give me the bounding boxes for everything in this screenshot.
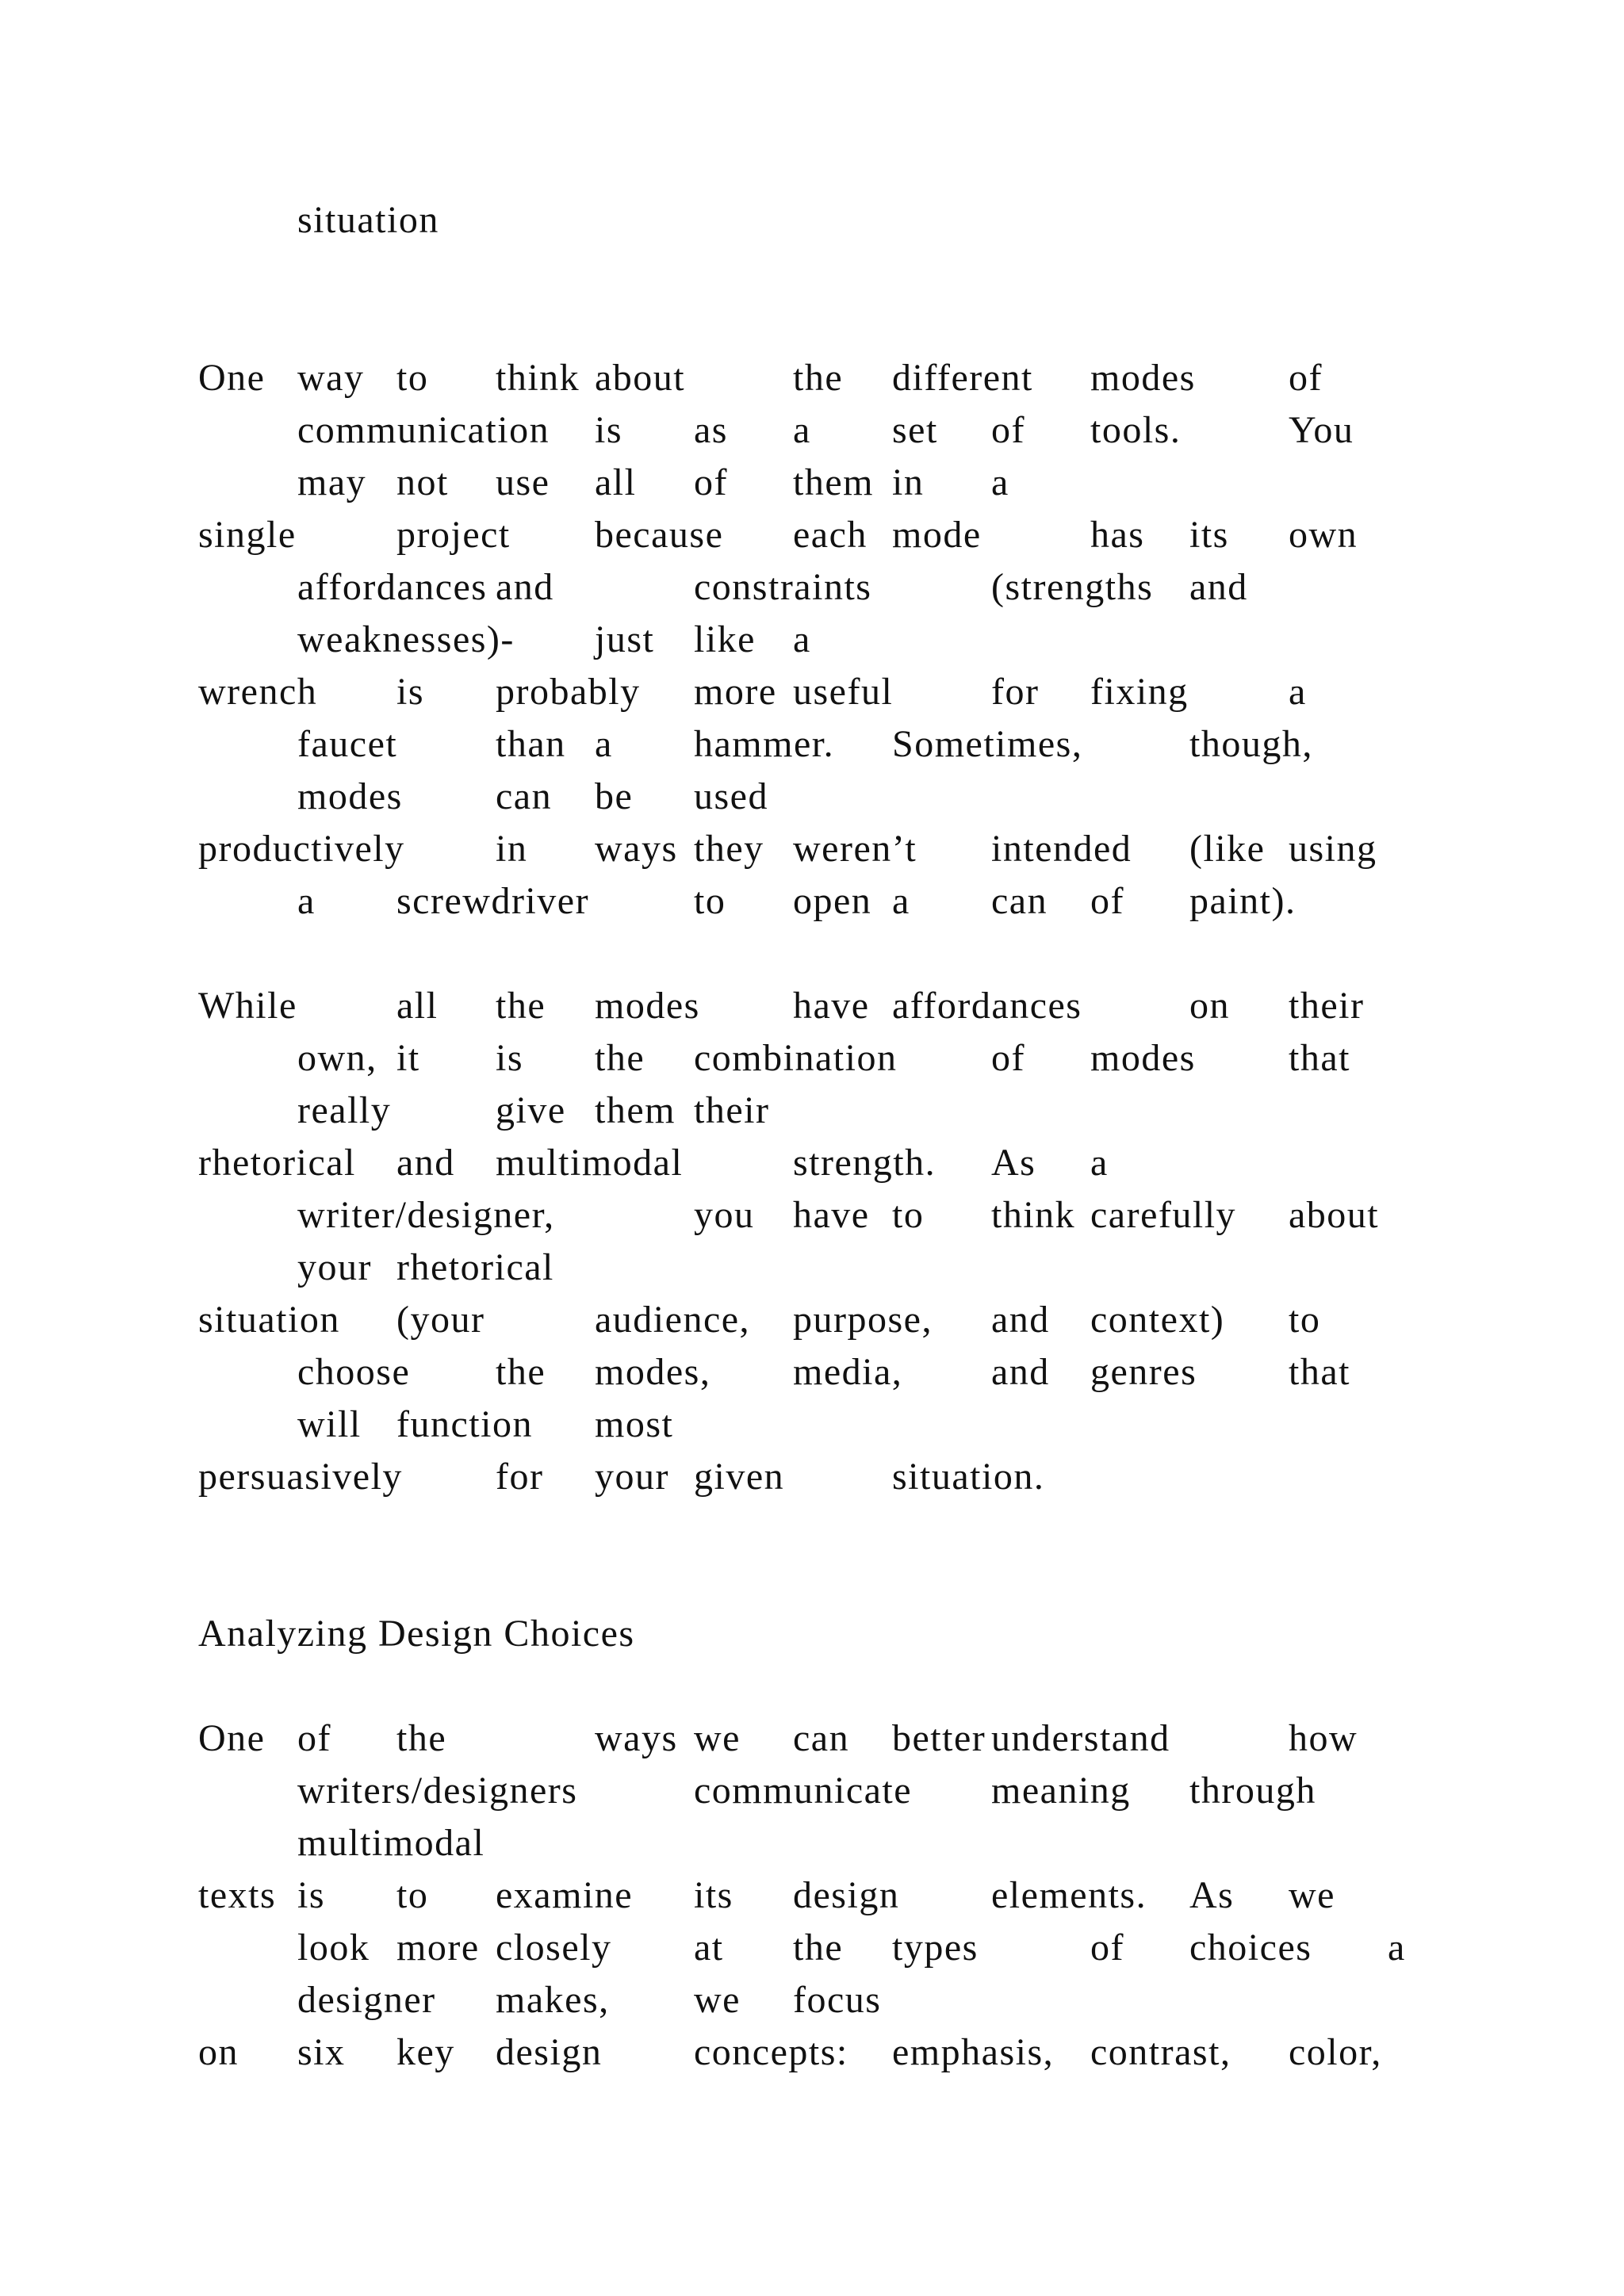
- text-line: [0, 404, 1624, 457]
- text-word: better: [892, 1717, 986, 1759]
- text-word: use: [496, 461, 550, 503]
- text-word: them: [793, 461, 874, 503]
- text-word: really: [297, 1089, 392, 1131]
- text-word: have: [793, 985, 870, 1027]
- text-word: through: [1189, 1770, 1316, 1812]
- text-word: ways: [595, 828, 678, 870]
- text-word: six: [297, 2031, 346, 2073]
- text-word: modes: [595, 985, 700, 1027]
- text-word: your: [297, 1246, 372, 1288]
- text-word: project: [396, 514, 511, 556]
- text-word: in: [892, 461, 925, 503]
- text-word: used: [694, 775, 768, 817]
- text-word: we: [694, 1979, 741, 2021]
- text-line: [0, 875, 1624, 928]
- text-line: [0, 1137, 1624, 1189]
- text-word: the: [496, 1351, 546, 1393]
- text-word: just: [595, 618, 655, 660]
- text-word: the: [793, 357, 844, 399]
- text-word: of: [1090, 880, 1124, 922]
- text-line: [0, 1032, 1624, 1085]
- text-word: design: [496, 2031, 603, 2073]
- text-word: tools.: [1090, 409, 1182, 451]
- text-word: you: [694, 1194, 755, 1236]
- text-word: and: [991, 1299, 1050, 1341]
- text-word: texts: [198, 1874, 277, 1916]
- text-word: on: [198, 2031, 239, 2073]
- text-word: is: [396, 671, 425, 713]
- text-word: of: [694, 461, 728, 503]
- text-word: to: [396, 1874, 429, 1916]
- text-word: communicate: [694, 1770, 913, 1812]
- text-word: probably: [496, 671, 641, 713]
- text-word: more: [694, 671, 777, 713]
- text-line: [0, 614, 1624, 666]
- text-word: a: [1388, 1927, 1406, 1969]
- text-word: a: [793, 409, 811, 451]
- text-word: on: [1189, 985, 1230, 1027]
- text-word: have: [793, 1194, 870, 1236]
- text-word: look: [297, 1927, 370, 1969]
- text-word: choices: [1189, 1927, 1312, 1969]
- text-word: single: [198, 514, 297, 556]
- text-word: of: [1289, 357, 1323, 399]
- text-word: we: [694, 1717, 741, 1759]
- text-word: its: [1189, 514, 1229, 556]
- text-word: all: [396, 985, 439, 1027]
- text-word: a: [892, 880, 910, 922]
- text-word: more: [396, 1927, 480, 1969]
- text-word: own: [1289, 514, 1358, 556]
- text-line: [0, 352, 1624, 404]
- text-word: purpose,: [793, 1299, 933, 1341]
- text-word: a: [991, 461, 1009, 503]
- text-word: useful: [793, 671, 894, 713]
- text-word: is: [297, 1874, 326, 1916]
- text-word: its: [694, 1874, 733, 1916]
- text-line: [0, 1712, 1624, 1765]
- text-word: each: [793, 514, 868, 556]
- text-word: though,: [1189, 723, 1313, 765]
- text-line: [0, 1451, 1624, 1503]
- text-word: modes,: [595, 1351, 711, 1393]
- text-word: rhetorical: [396, 1246, 554, 1288]
- text-word: types: [892, 1927, 979, 1969]
- text-word: of: [297, 1717, 331, 1759]
- text-word: key: [396, 2031, 455, 2073]
- text-word: be: [595, 775, 634, 817]
- text-word: hammer.: [694, 723, 835, 765]
- text-word: rhetorical: [198, 1142, 356, 1184]
- text-word: situation: [198, 1299, 340, 1341]
- text-word: a: [595, 723, 613, 765]
- text-word: can: [991, 880, 1048, 922]
- text-word: of: [991, 1037, 1025, 1079]
- text-word: a: [1289, 671, 1307, 713]
- text-word: set: [892, 409, 938, 451]
- text-word: and: [1189, 566, 1248, 608]
- text-word: the: [793, 1927, 844, 1969]
- text-word: One: [198, 357, 266, 399]
- text-word: we: [1289, 1874, 1335, 1916]
- text-word: about: [595, 357, 686, 399]
- text-word: strength.: [793, 1142, 936, 1184]
- text-word: and: [991, 1351, 1050, 1393]
- text-word: choose: [297, 1351, 411, 1393]
- text-word: modes: [1090, 357, 1196, 399]
- text-line: [0, 1817, 1624, 1869]
- text-word: at: [694, 1927, 724, 1969]
- text-word: a: [1090, 1142, 1109, 1184]
- text-word: of: [991, 409, 1025, 451]
- text-word: most: [595, 1403, 674, 1445]
- text-word: to: [694, 880, 726, 922]
- text-word: for: [991, 671, 1040, 713]
- text-word: contrast,: [1090, 2031, 1231, 2073]
- text-line: [0, 1922, 1624, 1974]
- text-word: understand: [991, 1717, 1170, 1759]
- text-word: is: [496, 1037, 524, 1079]
- text-word: has: [1090, 514, 1145, 556]
- text-word: that: [1289, 1351, 1350, 1393]
- text-word: makes,: [496, 1979, 610, 2021]
- text-word: You: [1289, 409, 1354, 451]
- text-word: how: [1289, 1717, 1358, 1759]
- text-line: [0, 457, 1624, 509]
- text-line: [0, 194, 1624, 247]
- text-word: communication: [297, 409, 550, 451]
- text-word: the: [496, 985, 546, 1027]
- text-word: weaknesses)-: [297, 618, 515, 660]
- text-line: [0, 1189, 1624, 1242]
- text-line: [0, 1399, 1624, 1451]
- text-word: context): [1090, 1299, 1225, 1341]
- text-word: the: [396, 1717, 447, 1759]
- text-word: way: [297, 357, 365, 399]
- text-word: (strengths: [991, 566, 1154, 608]
- text-word: your: [595, 1456, 669, 1498]
- text-word: modes: [297, 775, 403, 817]
- text-word: Sometimes,: [892, 723, 1083, 765]
- text-line: [0, 823, 1624, 875]
- text-word: think: [496, 357, 580, 399]
- text-word: closely: [496, 1927, 612, 1969]
- text-word: writers/designers: [297, 1770, 578, 1812]
- text-word: carefully: [1090, 1194, 1237, 1236]
- text-line: [0, 1346, 1624, 1399]
- text-word: genres: [1090, 1351, 1197, 1393]
- text-word: One: [198, 1717, 266, 1759]
- text-word: a: [793, 618, 811, 660]
- text-word: media,: [793, 1351, 903, 1393]
- text-word: concepts:: [694, 2031, 848, 2073]
- text-word: is: [595, 409, 623, 451]
- text-word: their: [694, 1089, 770, 1131]
- text-word: ways: [595, 1717, 678, 1759]
- text-word: in: [496, 828, 528, 870]
- text-word: about: [1289, 1194, 1380, 1236]
- text-word: (your: [396, 1299, 485, 1341]
- text-word: situation.: [892, 1456, 1045, 1498]
- text-word: affordances: [297, 566, 488, 608]
- text-word: that: [1289, 1037, 1350, 1079]
- text-word: it: [396, 1037, 420, 1079]
- text-line: [0, 1974, 1624, 2026]
- text-word: not: [396, 461, 449, 503]
- text-word: may: [297, 461, 367, 503]
- section-heading: Analyzing Design Choices: [198, 1613, 635, 1655]
- text-word: to: [396, 357, 429, 399]
- text-word: and: [396, 1142, 455, 1184]
- text-word: elements.: [991, 1874, 1147, 1916]
- text-word: can: [793, 1717, 850, 1759]
- text-line: [0, 1765, 1624, 1817]
- text-word: fixing: [1090, 671, 1189, 713]
- text-word: writer/designer,: [297, 1194, 555, 1236]
- text-word: constraints: [694, 566, 872, 608]
- text-word: of: [1090, 1927, 1124, 1969]
- text-line: [0, 771, 1624, 823]
- text-word: given: [694, 1456, 785, 1498]
- text-word: to: [1289, 1299, 1321, 1341]
- text-word: using: [1289, 828, 1377, 870]
- text-line: [0, 1608, 1624, 1660]
- text-word: affordances: [892, 985, 1082, 1027]
- text-word: to: [892, 1194, 925, 1236]
- text-word: designer: [297, 1979, 436, 2021]
- text-word: screwdriver: [396, 880, 590, 922]
- text-line: [0, 1242, 1624, 1294]
- text-word: own,: [297, 1037, 377, 1079]
- text-word: focus: [793, 1979, 882, 2021]
- text-line: [0, 718, 1624, 771]
- text-word: give: [496, 1089, 566, 1131]
- text-word: (like: [1189, 828, 1266, 870]
- text-word: multimodal: [297, 1822, 485, 1864]
- text-word: examine: [496, 1874, 634, 1916]
- text-word: situation: [297, 199, 439, 241]
- text-word: multimodal: [496, 1142, 684, 1184]
- text-word: audience,: [595, 1299, 751, 1341]
- text-word: While: [198, 985, 297, 1027]
- text-word: wrench: [198, 671, 318, 713]
- text-word: color,: [1289, 2031, 1382, 2073]
- text-word: their: [1289, 985, 1365, 1027]
- text-line: [0, 509, 1624, 561]
- text-line: [0, 666, 1624, 718]
- text-word: intended: [991, 828, 1132, 870]
- text-word: modes: [1090, 1037, 1196, 1079]
- text-word: function: [396, 1403, 533, 1445]
- text-word: mode: [892, 514, 982, 556]
- text-word: can: [496, 775, 553, 817]
- text-word: design: [793, 1874, 900, 1916]
- text-line: [0, 980, 1624, 1032]
- text-word: faucet: [297, 723, 398, 765]
- text-word: think: [991, 1194, 1076, 1236]
- text-word: them: [595, 1089, 676, 1131]
- text-word: As: [1189, 1874, 1235, 1916]
- text-word: than: [496, 723, 566, 765]
- text-word: As: [991, 1142, 1036, 1184]
- text-word: because: [595, 514, 724, 556]
- text-line: [0, 2026, 1624, 2079]
- text-word: they: [694, 828, 764, 870]
- text-word: persuasively: [198, 1456, 403, 1498]
- text-word: will: [297, 1403, 362, 1445]
- text-word: all: [595, 461, 637, 503]
- text-word: emphasis,: [892, 2031, 1055, 2073]
- text-word: like: [694, 618, 756, 660]
- text-word: a: [297, 880, 316, 922]
- text-line: [0, 1085, 1624, 1137]
- text-word: paint).: [1189, 880, 1297, 922]
- text-word: for: [496, 1456, 544, 1498]
- text-line: [0, 561, 1624, 614]
- text-line: [0, 1869, 1624, 1922]
- text-word: and: [496, 566, 554, 608]
- text-word: different: [892, 357, 1033, 399]
- text-word: as: [694, 409, 728, 451]
- text-line: [0, 1294, 1624, 1346]
- text-word: weren’t: [793, 828, 917, 870]
- text-word: the: [595, 1037, 645, 1079]
- text-word: open: [793, 880, 872, 922]
- text-word: meaning: [991, 1770, 1131, 1812]
- text-word: combination: [694, 1037, 898, 1079]
- text-word: productively: [198, 828, 405, 870]
